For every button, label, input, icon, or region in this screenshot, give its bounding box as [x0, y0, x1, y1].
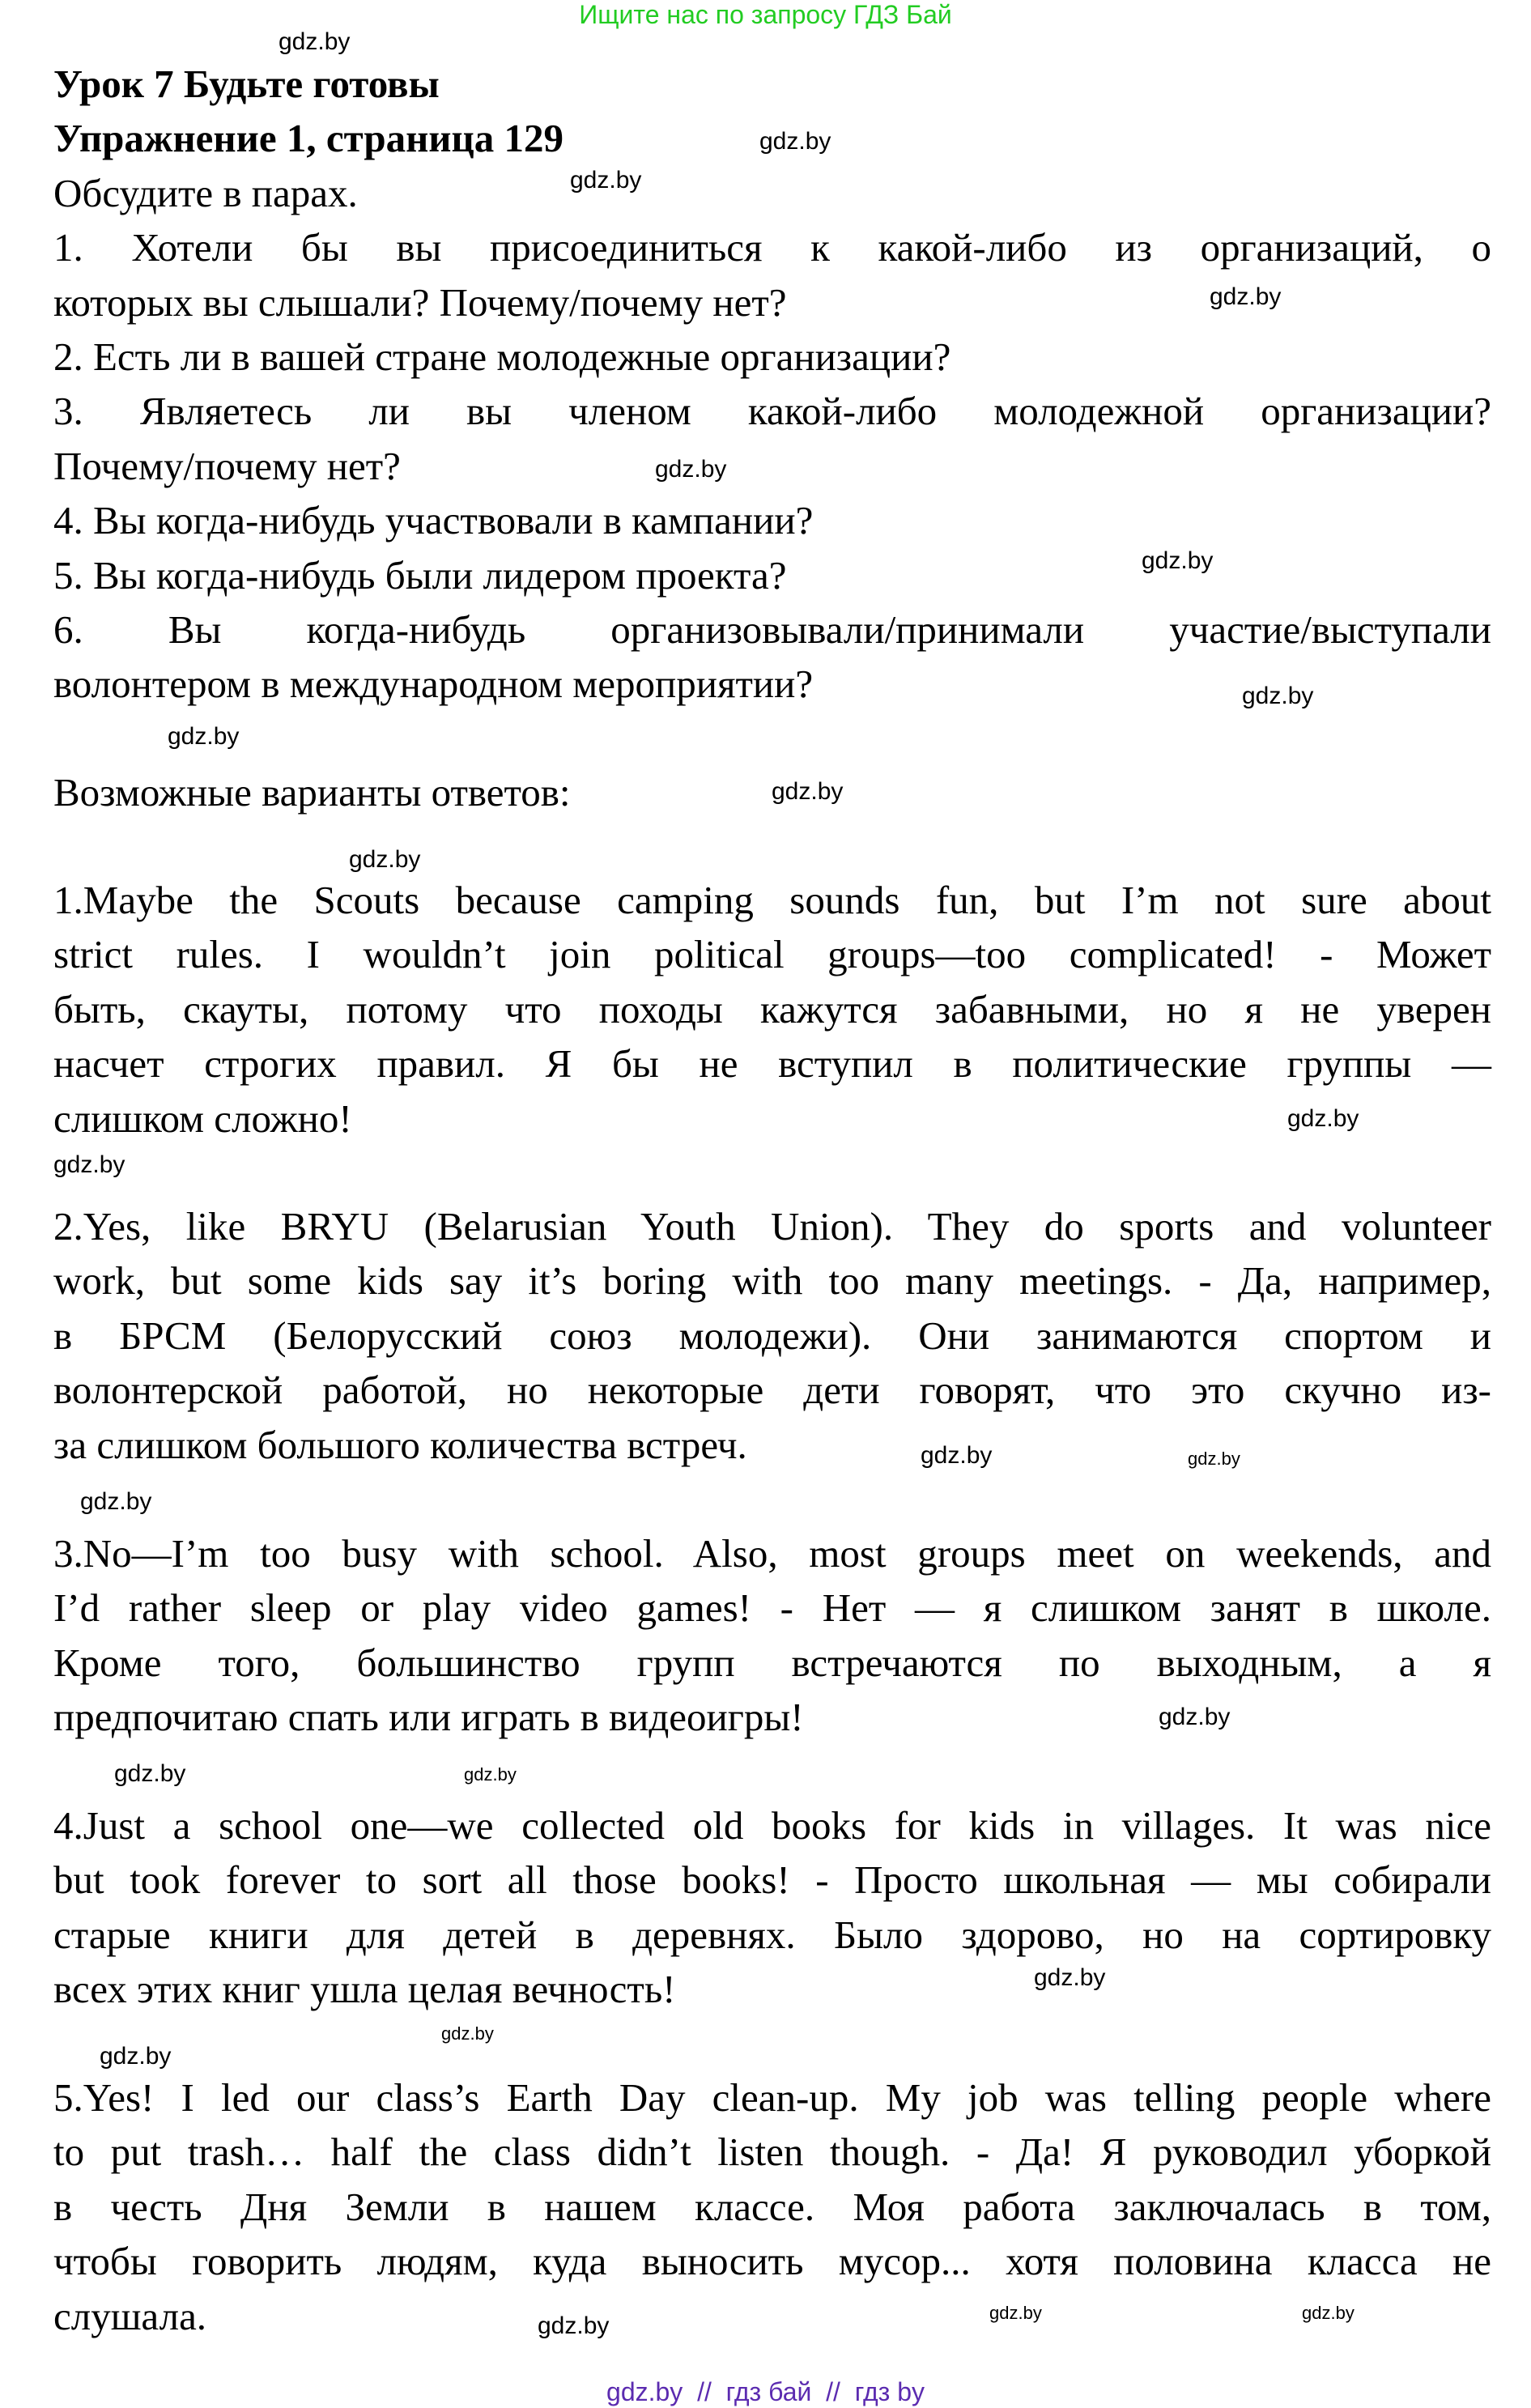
watermark: gdz.by	[464, 1764, 517, 1785]
watermark: gdz.by	[279, 28, 351, 55]
text-line: strict rules. I wouldn’t join political groups—too complicated! - Может	[53, 932, 1491, 977]
text-line: 2. Есть ли в вашей стране молодежные организации?	[53, 334, 951, 379]
watermark: gdz.by	[772, 778, 844, 805]
question-1	[53, 220, 1491, 330]
text-line: 5. Вы когда-нибудь были лидером проекта?	[53, 552, 787, 598]
question-3	[53, 384, 1491, 493]
question-2	[53, 330, 1491, 384]
text-line: всех этих книг ушла целая вечность!	[53, 1967, 676, 2012]
watermark: gdz.by	[570, 167, 642, 194]
watermark: gdz.by	[114, 1760, 186, 1787]
text-line: 1.Maybe the Scouts because camping sounds fun, but I’m not sure about	[53, 878, 1491, 922]
question-5	[53, 548, 1491, 602]
text-line: 4. Вы когда-нибудь участвовали в кампании?	[53, 498, 814, 543]
text-line: волонтерской работой, но некоторые дети говорят, что это скучно из-	[53, 1368, 1491, 1413]
watermark: gdz.by	[1210, 283, 1282, 310]
text-line: 1. Хотели бы вы присоединиться к какой-либо из организаций, о	[53, 225, 1491, 270]
watermark: gdz.by	[759, 128, 831, 155]
watermark: gdz.by	[349, 846, 421, 873]
watermark: gdz.by	[538, 2312, 610, 2339]
text-line: насчет строгих правил. Я бы не вступил в политические группы —	[53, 1041, 1491, 1087]
watermark: gdz.by	[53, 1151, 125, 1178]
text-line: 3. Являетесь ли вы членом какой-либо молодежной организации?	[53, 389, 1491, 434]
text-line: 3.No—I’m too busy with school. Also, most groups meet on weekends, and	[53, 1531, 1491, 1576]
question-4	[53, 493, 1491, 547]
watermark: gdz.by	[441, 2023, 494, 2044]
text-line: которых вы слышали? Почему/почему нет?	[53, 279, 787, 325]
watermark: gdz.by	[80, 1488, 152, 1515]
text-line: слушала.	[53, 2293, 207, 2338]
watermark: gdz.by	[168, 723, 240, 750]
exercise-title: Упражнение 1, страница 129	[53, 116, 564, 161]
answers-heading: Возможные варианты ответов:	[53, 770, 571, 815]
answer-1	[53, 873, 1491, 1146]
top-banner: Ищите нас по запросу ГДЗ Бай	[579, 0, 952, 29]
answer-4	[53, 1798, 1491, 2017]
answer-5	[53, 2070, 1491, 2343]
text-line: Почему/почему нет?	[53, 443, 401, 488]
watermark: gdz.by	[1302, 2303, 1355, 2323]
text-line: work, but some kids say it’s boring with too many meetings. - Да, например,	[53, 1258, 1491, 1304]
text-line: чтобы говорить людям, куда выносить мусор... хотя половина класса не	[53, 2239, 1491, 2284]
text-line: слишком сложно!	[53, 1096, 352, 1141]
text-line: в БРСМ (Белорусский союз молодежи). Они занимаются спортом и	[53, 1312, 1491, 1358]
text-line: 5.Yes! I led our class’s Earth Day clean-up. My job was telling people where	[53, 2075, 1491, 2120]
text-line: 4.Just a school one—we collected old books for kids in villages. It was nice	[53, 1803, 1491, 1848]
text-line: 2.Yes, like BRYU (Belarusian Youth Union). They do sports and volunteer	[53, 1204, 1491, 1249]
text-line: за слишком большого количества встреч.	[53, 1422, 747, 1467]
watermark: gdz.by	[1034, 1964, 1106, 1991]
watermark: gdz.by	[921, 1442, 993, 1469]
text-line: старые книги для детей в деревнях. Было здорово, но на сортировку	[53, 1912, 1491, 1957]
watermark: gdz.by	[1287, 1105, 1359, 1132]
text-line: волонтером в международном мероприятии?	[53, 662, 814, 707]
answer-3	[53, 1526, 1491, 1745]
text-line: Кроме того, большинство групп встречаются по выходным, а я	[53, 1640, 1491, 1685]
text-line: быть, скауты, потому что походы кажутся забавными, но я не уверен	[53, 986, 1491, 1032]
text-line: предпочитаю спать или играть в видеоигры!	[53, 1695, 804, 1740]
lesson-title: Урок 7 Будьте готовы	[53, 62, 440, 106]
watermark: gdz.by	[989, 2303, 1042, 2323]
text-line: 6. Вы когда-нибудь организовывали/принимали участие/выступали	[53, 606, 1491, 652]
watermark: gdz.by	[1188, 1449, 1240, 1469]
text-line: в честь Дня Земли в нашем классе. Моя работа заключалась в том,	[53, 2184, 1491, 2229]
answer-2	[53, 1199, 1491, 1472]
text-line: to put trash… half the class didn’t listen though. - Да! Я руководил уборкой	[53, 2129, 1491, 2175]
watermark: gdz.by	[655, 456, 727, 483]
footer-links: gdz.by // гдз бай // гдз by	[606, 2377, 925, 2406]
watermark: gdz.by	[1159, 1704, 1231, 1730]
watermark: gdz.by	[1142, 547, 1214, 574]
exercise-section	[53, 57, 1491, 712]
watermark: gdz.by	[1242, 683, 1314, 709]
instruction: Обсудите в парах.	[53, 170, 358, 215]
text-line: I’d rather sleep or play video games! - Нет — я слишком занят в школе.	[53, 1585, 1491, 1631]
text-line: but took forever to sort all those books! - Просто школьная — мы собирали	[53, 1857, 1491, 1903]
watermark: gdz.by	[100, 2043, 172, 2070]
